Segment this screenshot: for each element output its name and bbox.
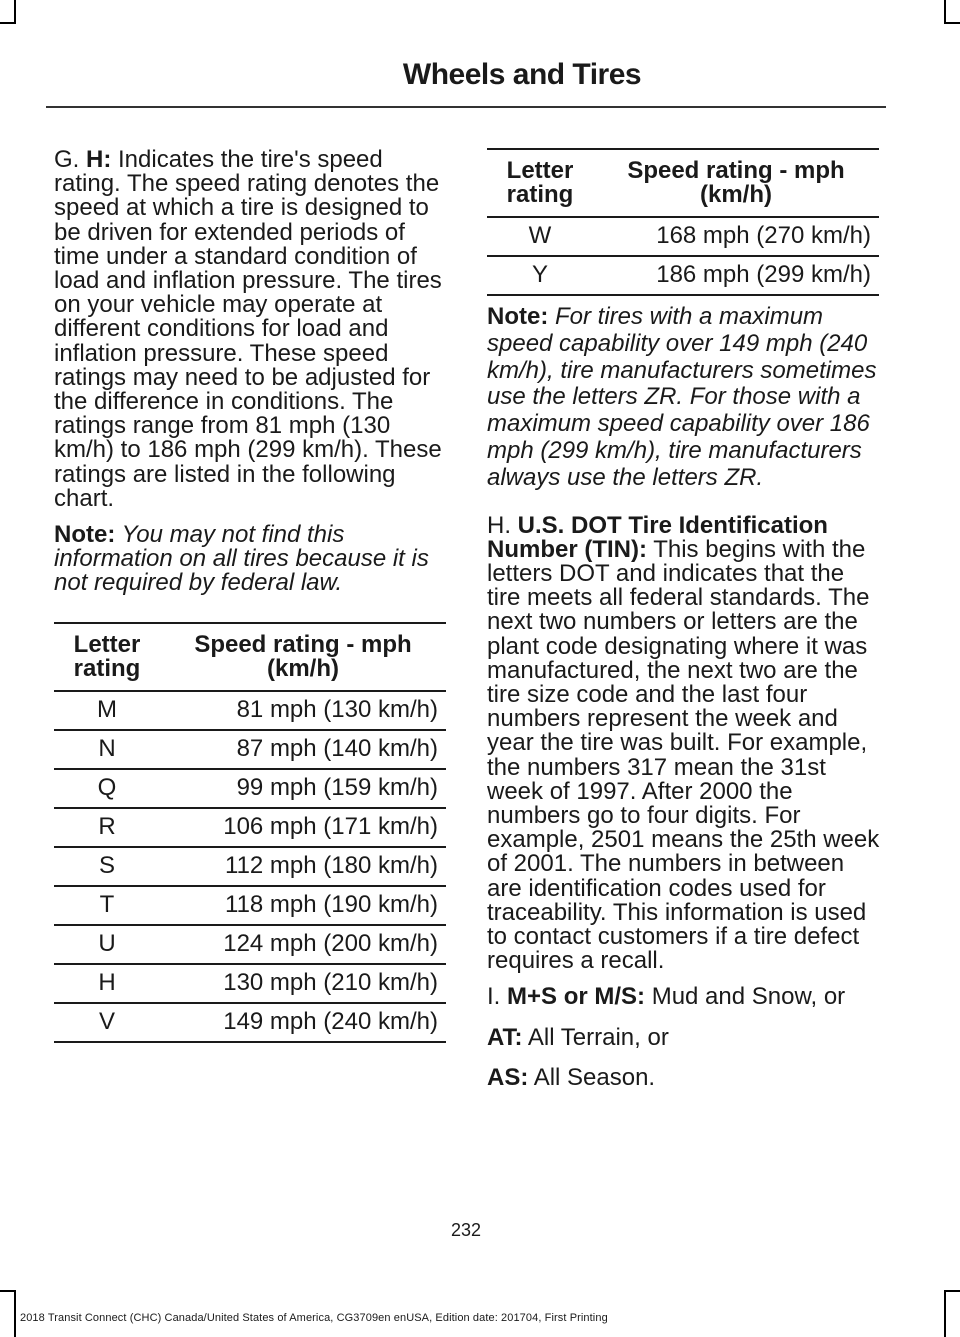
speed-cell: 106 mph (171 km/h) (160, 808, 446, 847)
speed-cell: 130 mph (210 km/h) (160, 964, 446, 1003)
crop-mark (14, 1290, 16, 1337)
speed-rating-table-continued (487, 148, 879, 296)
table-body (54, 691, 446, 1042)
crop-mark (14, 0, 16, 24)
speed-cell: 81 mph (130 km/h) (160, 691, 446, 730)
letter-cell: U (54, 925, 160, 964)
crop-mark (944, 1290, 946, 1337)
letter-cell: V (54, 1003, 160, 1042)
page-number: 232 (450, 1220, 482, 1240)
speed-cell: 99 mph (159 km/h) (160, 769, 446, 808)
crop-mark (0, 22, 16, 24)
speed-rating-table (54, 622, 446, 1043)
left-column (54, 148, 446, 1043)
table-row (54, 886, 446, 925)
letter-cell: Y (487, 256, 593, 295)
speed-cell: 186 mph (299 km/h) (593, 256, 879, 295)
publication-info: 2018 Transit Connect (CHC) Canada/United States of America, CG3709en enUSA, Edition date: 201704, First Printing (20, 1312, 608, 1324)
letter-cell: M (54, 691, 160, 730)
letter-cell: S (54, 847, 160, 886)
letter-cell: W (487, 217, 593, 256)
letter-cell: T (54, 886, 160, 925)
paragraph-g: G. H: Indicates the tire's speed rating. The speed rating denotes the speed at which a tire is designed to be driven for extended periods of time under a standard condition of load and inflation pressure. The tires on your vehicle may operate at different conditions for load and inflation pressure. These speed ratings may need to be adjusted for the difference in conditions. The ratings range from 81 mph (130 km/h) to 186 mph (299 km/h). These ratings are listed in the following chart. (54, 146, 442, 512)
table-row (54, 1003, 446, 1042)
speed-cell: 149 mph (240 km/h) (160, 1003, 446, 1042)
paragraph-as: AS: All Season. (487, 1063, 656, 1091)
paragraph-i: I. M+S or M/S: Mud and Snow, or (487, 983, 846, 1011)
crop-mark (944, 1290, 960, 1292)
crop-mark (944, 22, 960, 24)
header-speed-rating: Speed rating - mph (km/h) (160, 623, 446, 691)
table-row (54, 730, 446, 769)
table-body (487, 217, 879, 295)
table-row (487, 256, 879, 295)
table-row (54, 964, 446, 1003)
paragraph-h: H. U.S. DOT Tire Identification Number (TIN): This begins with the letters DOT and indicates that the tire meets all federal standards. The next two numbers or letters are the plant code designating where it was manufactured, the next two are the tire size code and the last four numbers represent the week and year the tire was built. For example, the numbers 317 mean the 31st week of 1997. After 2000 the numbers go to four digits. For example, 2501 means the 25th week of 2001. The numbers in between are identification codes used for traceability. This information is used to contact customers if a tire defect requires a recall. (487, 511, 880, 975)
paragraph-at: AT: All Terrain, or (487, 1023, 669, 1051)
table-row (487, 217, 879, 256)
letter-cell: Q (54, 769, 160, 808)
table-row (54, 808, 446, 847)
page-title: Wheels and Tires (402, 58, 642, 91)
crop-mark (944, 0, 946, 24)
letter-cell: H (54, 964, 160, 1003)
crop-mark (0, 1290, 16, 1292)
speed-cell: 118 mph (190 km/h) (160, 886, 446, 925)
speed-cell: 168 mph (270 km/h) (593, 217, 879, 256)
table-row (54, 925, 446, 964)
note-right: Note: For tires with a maximum speed capability over 149 mph (240 km/h), tire manufacturers sometimes use the letters ZR. For those with a maximum speed capability over 186 mph (299 km/h), tire manufacturers always use the letters ZR. (487, 303, 877, 491)
speed-cell: 87 mph (140 km/h) (160, 730, 446, 769)
header-rule (46, 106, 886, 108)
table-row (54, 769, 446, 808)
header-speed-rating: Speed rating - mph (km/h) (593, 149, 879, 217)
speed-cell: 112 mph (180 km/h) (160, 847, 446, 886)
letter-cell: N (54, 730, 160, 769)
note-left: Note: You may not find this information on all tires because it is not required by federal law. (54, 521, 429, 597)
header-letter-rating: Letter rating (54, 623, 160, 691)
table-row (54, 847, 446, 886)
right-column (487, 148, 882, 1102)
header-letter-rating: Letter rating (487, 149, 593, 217)
speed-cell: 124 mph (200 km/h) (160, 925, 446, 964)
table-row (54, 691, 446, 730)
letter-cell: R (54, 808, 160, 847)
